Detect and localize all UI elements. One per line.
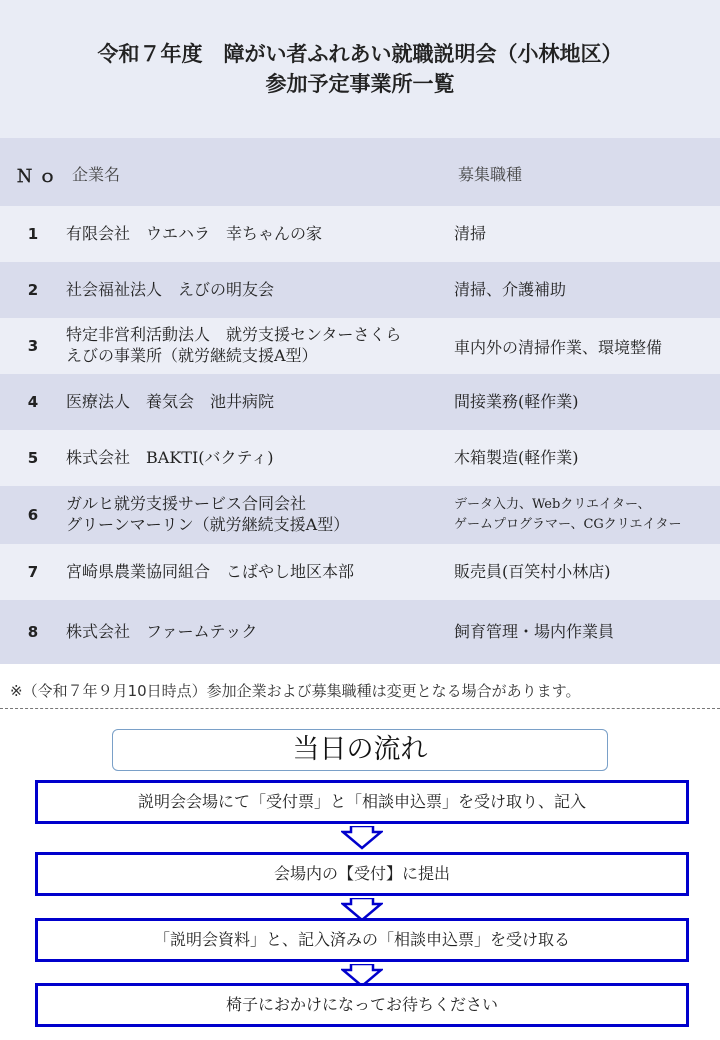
job-line: 間接業務(軽作業) — [454, 392, 579, 411]
header-job: 募集職種 — [458, 165, 523, 184]
table-row — [0, 206, 720, 262]
header-company: 企業名 — [72, 165, 121, 184]
row-number: 3 — [27, 337, 39, 355]
title-banner — [0, 0, 720, 138]
job-type — [454, 447, 716, 468]
row-number: 8 — [27, 623, 39, 641]
company-line: グリーンマーリン（就労継続支援A型） — [66, 515, 350, 534]
company-line: 株式会社 BAKTI(バクティ) — [66, 448, 274, 467]
row-number: 4 — [27, 393, 39, 411]
job-line: 車内外の清掃作業、環境整備 — [454, 338, 663, 357]
company-name — [66, 447, 446, 468]
row-number: 2 — [27, 281, 39, 299]
table-row — [0, 430, 720, 486]
job-line: データ入力、Webクリエイター、 — [454, 497, 651, 512]
company-name — [66, 223, 446, 244]
job-line: 飼育管理・場内作業員 — [454, 622, 615, 641]
flow-title: 当日の流れ — [112, 729, 608, 771]
row-number: 7 — [27, 563, 39, 581]
company-line: 特定非営利活動法人 就労支援センターさくら — [66, 325, 402, 344]
job-type — [454, 495, 716, 535]
company-line: ガルヒ就労支援サービス合同会社 — [66, 494, 307, 513]
job-type — [454, 561, 716, 582]
company-line: 社会福祉法人 えびの明友会 — [66, 280, 275, 299]
job-line: 販売員(百笑村小林店) — [454, 562, 611, 581]
job-line: ゲームプログラマー、CGクリエイター — [454, 517, 682, 532]
table-row — [0, 600, 720, 664]
row-number: 5 — [27, 449, 39, 467]
company-name — [66, 621, 446, 642]
table-row — [0, 486, 720, 544]
flow-step-2: 会場内の【受付】に提出 — [35, 852, 689, 896]
company-name — [66, 279, 446, 300]
company-line: えびの事業所（就労継続支援A型） — [66, 346, 318, 365]
down-arrow-icon — [341, 826, 383, 850]
job-type — [454, 223, 716, 244]
table-row — [0, 318, 720, 374]
table-row — [0, 262, 720, 318]
company-line: 有限会社 ウエハラ 幸ちゃんの家 — [66, 224, 323, 243]
table-row — [0, 544, 720, 600]
header-no: Ｎｏ — [16, 167, 62, 187]
page-subtitle: 参加予定事業所一覧 — [265, 72, 455, 96]
section-divider — [0, 708, 720, 709]
table-header — [0, 138, 720, 206]
job-line: 木箱製造(軽作業) — [454, 448, 579, 467]
company-line: 宮崎県農業協同組合 こばやし地区本部 — [66, 562, 355, 581]
job-type — [454, 391, 716, 412]
flow-step-1: 説明会会場にて「受付票」と「相談申込票」を受け取り、記入 — [35, 780, 689, 824]
row-number: 1 — [27, 225, 39, 243]
company-name — [66, 561, 446, 582]
job-type — [454, 279, 716, 300]
flow-step-4: 椅子におかけになってお待ちください — [35, 983, 689, 1027]
flow-step-3: 「説明会資料」と、記入済みの「相談申込票」を受け取る — [35, 918, 689, 962]
company-name — [66, 324, 446, 366]
job-type — [454, 621, 716, 642]
disclaimer-note: ※（令和７年９月10日時点）参加企業および募集職種は変更となる場合があります。 — [10, 682, 581, 700]
job-type — [454, 337, 716, 358]
table-row — [0, 374, 720, 430]
page-title: 令和７年度 障がい者ふれあい就職説明会（小林地区） — [97, 42, 623, 66]
company-name — [66, 493, 446, 535]
job-line: 清掃 — [454, 224, 487, 243]
company-name — [66, 391, 446, 412]
row-number: 6 — [27, 506, 39, 524]
company-line: 医療法人 養気会 池井病院 — [66, 392, 275, 411]
job-line: 清掃、介護補助 — [454, 280, 567, 299]
company-line: 株式会社 ファームテック — [66, 622, 258, 641]
